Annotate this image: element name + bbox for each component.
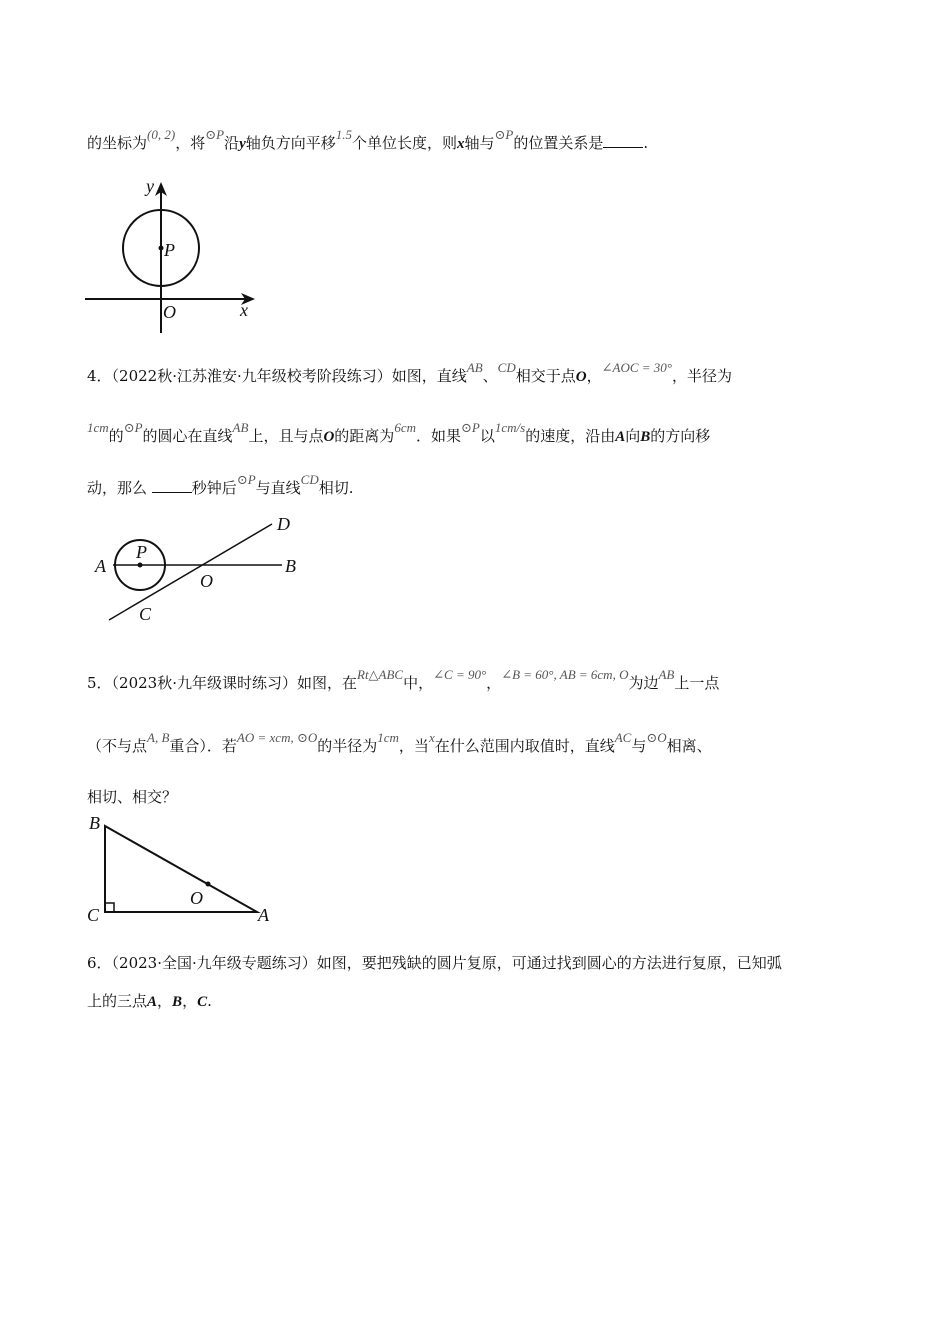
point-a-label: A [258, 905, 269, 925]
q6-line1: 6．（2023·全国·九年级专题练习）如图，要把残缺的圆片复原，可通过找到圆心的方法进行复原，已知弧 [87, 954, 782, 972]
q4-line2: 1cm的⊙P的圆心在直线AB上，且与点O的距离为6cm．如果⊙P以1cm/s的速度，沿由A向B的方向移 [87, 420, 711, 445]
point-c-label: C [139, 604, 152, 624]
figure-right-triangle [85, 808, 285, 928]
point-o-label: O [200, 571, 213, 591]
q5-line2: （不与点A, B重合）．若AO = xcm, ⊙O的半径为1cm，当x在什么范围内取值时，直线AC与⊙O相离、 [87, 730, 712, 755]
point-a-label: A [95, 556, 106, 576]
point-b-label: B [285, 556, 296, 576]
y-axis-label: y [146, 176, 154, 196]
q4-line3: 动，那么 秒钟后⊙P与直线CD相切. [87, 472, 354, 497]
answer-blank[interactable] [603, 133, 643, 148]
q6-line2: 上的三点A，B，C. [87, 992, 212, 1010]
x-axis-label: x [240, 300, 248, 320]
q5-line3: 相切、相交？ [87, 788, 178, 806]
figure-circle-axes [80, 175, 270, 325]
point-p-label: P [136, 542, 147, 562]
q3-coord: (0, 2) [147, 127, 176, 142]
origin-label: O [163, 302, 176, 322]
q4-line1: 4．（2022秋·江苏淮安·九年级校考阶段练习）如图，直线AB、CD相交于点O，∠AOC = 30°，半径为 [87, 360, 732, 385]
point-o-label: O [190, 888, 203, 908]
figure-lines-circle [90, 510, 330, 630]
point-p-label: P [164, 240, 175, 260]
q3-line1: 的坐标为(0, 2)，将⊙P沿y轴负方向平移1.5个单位长度，则x轴与⊙P的位置关系是 . [87, 127, 649, 152]
answer-blank[interactable] [152, 478, 192, 493]
point-b-label: B [89, 813, 100, 833]
point-c-label: C [87, 905, 100, 925]
q5-line1: 5．（2023秋·九年级课时练习）如图，在Rt△ABC中，∠C = 90°，∠B = 60°, AB = 6cm, O为边AB上一点 [87, 667, 720, 692]
point-d-label: D [277, 514, 290, 534]
